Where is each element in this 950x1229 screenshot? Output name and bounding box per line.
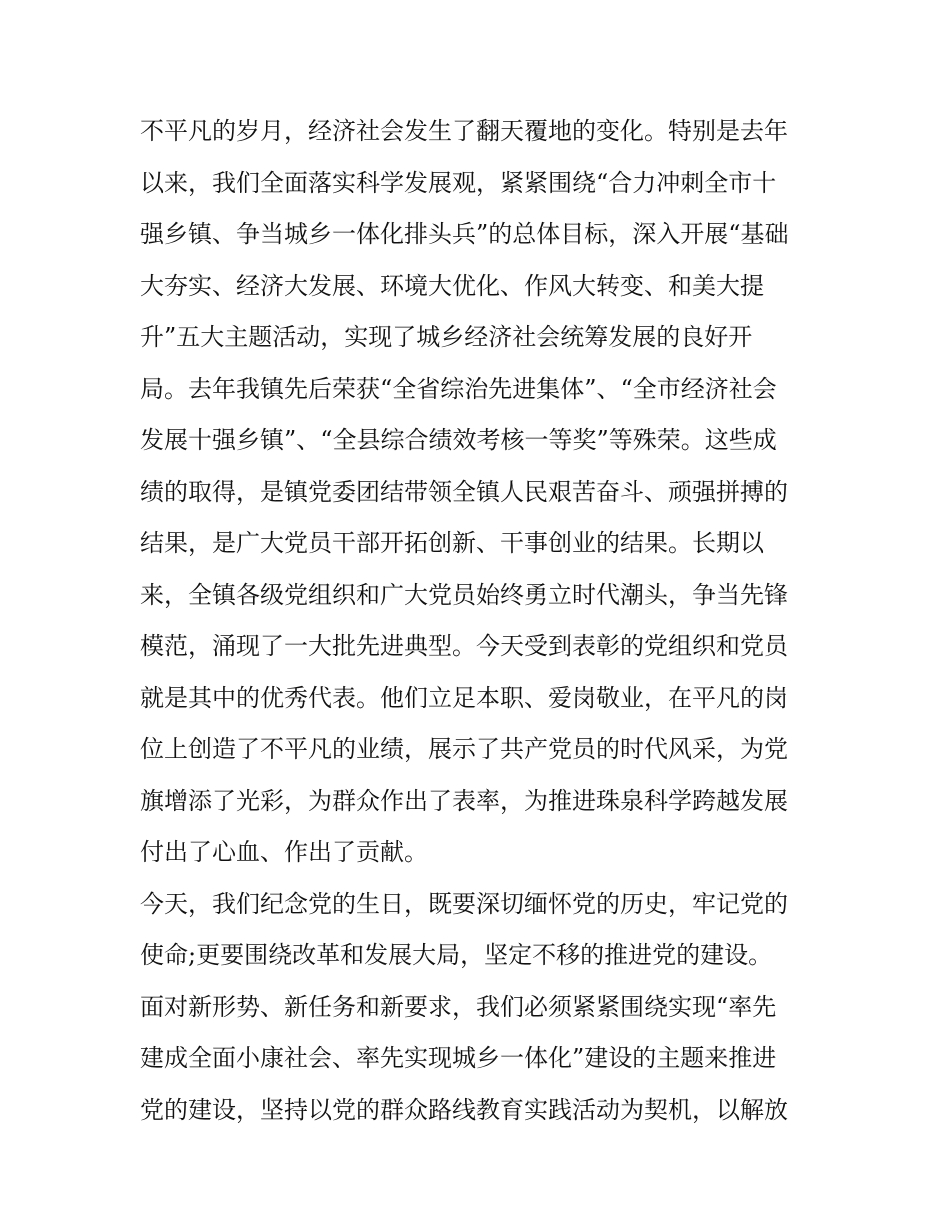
text-line: 就是其中的优秀代表。他们立足本职、爱岗敬业，在平凡的岗: [140, 683, 788, 712]
text-line: 局。去年我镇先后荣获“全省综治先进集体”、“全市经济社会: [140, 374, 777, 403]
text-line: 大夯实、经济大发展、环境大优化、作风大转变、和美大提: [140, 271, 764, 300]
text-line: 位上创造了不平凡的业绩，展示了共产党员的时代风采，为党: [140, 735, 788, 763]
text-line: 强乡镇、争当城乡一体化排头兵”的总体目标，深入开展“基础: [140, 220, 789, 248]
text-line: 建成全面小康社会、率先实现城乡一体化”建设的主题来推进: [140, 1044, 777, 1072]
body-text: [140, 106, 830, 1136]
text-line: 旗增添了光彩，为群众作出了表率，为推进珠泉科学跨越发展: [140, 786, 788, 815]
text-line: 不平凡的岁月，经济社会发生了翻天覆地的变化。特别是去年: [140, 117, 788, 145]
text-line: 模范，涌现了一大批先进典型。今天受到表彰的党组织和党员: [140, 632, 788, 660]
text-line: 结果，是广大党员干部开拓创新、干事创业的结果。长期以: [140, 529, 764, 557]
text-line: 付出了心血、作出了贡献。: [140, 838, 428, 866]
text-line: 发展十强乡镇”、“全县综合绩效考核一等奖”等殊荣。这些成: [140, 426, 777, 454]
text-line: 以来，我们全面落实科学发展观，紧紧围绕“合力冲刺全市十: [140, 168, 777, 197]
text-line: 来，全镇各级党组织和广大党员始终勇立时代潮头，争当先锋: [140, 580, 788, 609]
text-line: 党的建设，坚持以党的群众路线教育实践活动为契机，以解放: [140, 1095, 788, 1124]
text-line: 使命;更要围绕改革和发展大局，坚定不移的推进党的建设。: [140, 941, 773, 969]
text-line: 绩的取得，是镇党委团结带领全镇人民艰苦奋斗、顽强拼搏的: [140, 477, 788, 506]
text-line: 面对新形势、新任务和新要求，我们必须紧紧围绕实现“率先: [140, 992, 777, 1021]
text-line: 升”五大主题活动，实现了城乡经济社会统筹发展的良好开: [140, 323, 753, 351]
text-line: 今天，我们纪念党的生日，既要深切缅怀党的历史，牢记党的: [140, 889, 788, 918]
